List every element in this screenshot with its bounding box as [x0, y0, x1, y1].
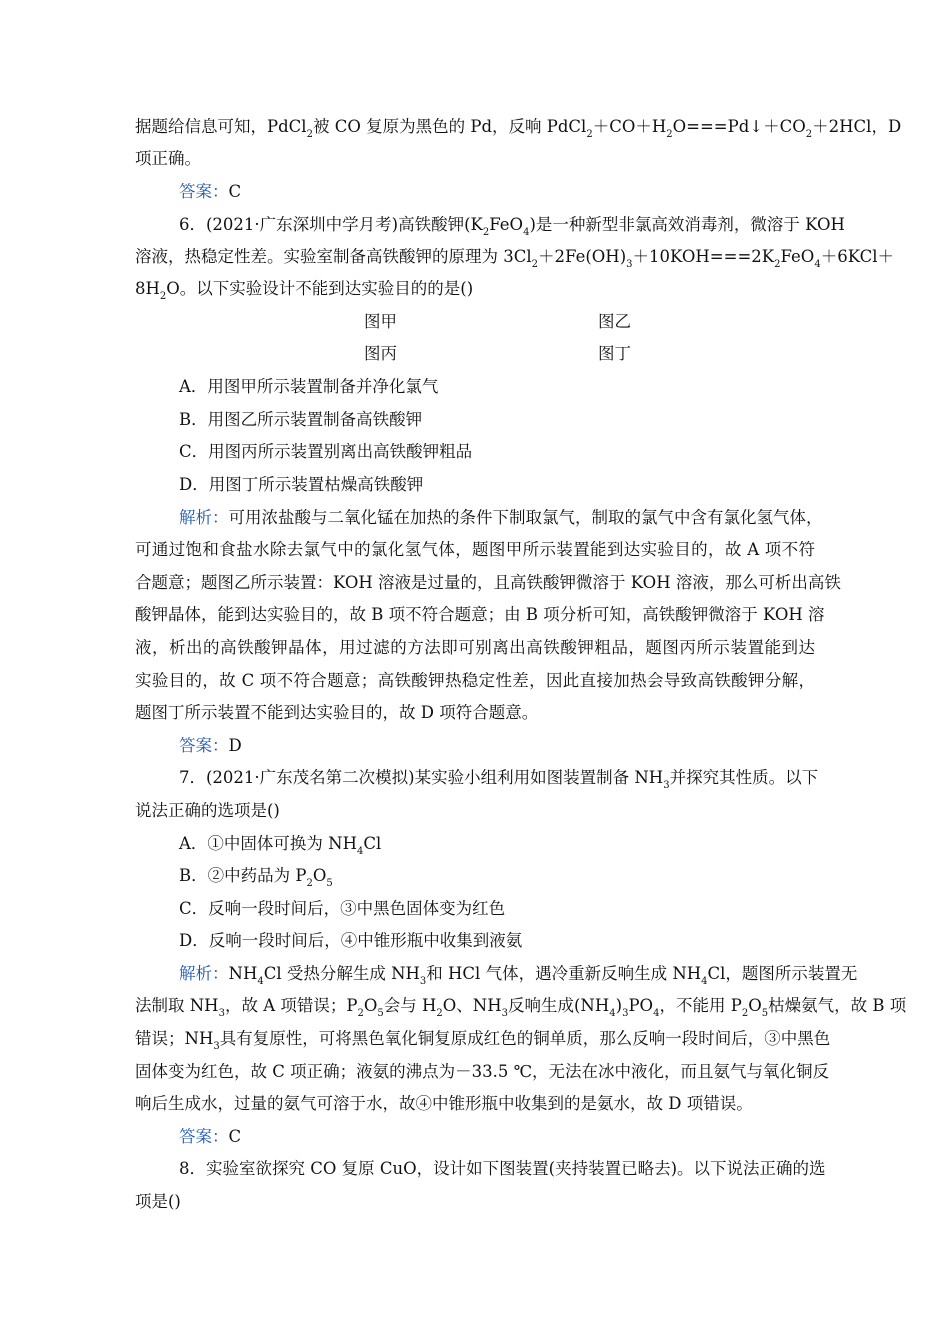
q6-stem-line-2: 溶液，热稳定性差。实验室制备高铁酸钾的原理为 $3Cl_2+2Fe(OH)_3+10KOH===2K_2FeO_4+6KCl+$ [135, 247, 895, 270]
q7-option-a: A．①中固体可换为 $NH_4Cl$ [179, 834, 382, 857]
q7-option-c: C．反响一段时间后，③中黑色固体变为红色 [179, 899, 506, 918]
q6-option-b: B．用图乙所示装置制备高铁酸钾 [179, 410, 423, 429]
q6-explanation-line-7: 题图丁所示装置不能到达实验目的，故 D 项符合题意。 [135, 703, 539, 722]
figure-label-b: 图乙 [598, 312, 631, 331]
q6-explanation-line-1: 解析：可用浓盐酸与二氧化锰在加热的条件下制取氯气，制取的氯气中含有氯化氢气体， [179, 508, 823, 527]
q6-explanation-line-6: 实验目的，故 C 项不符合题意；高铁酸钾热稳定性差，因此直接加热会导致高铁酸钾分解， [135, 671, 815, 690]
q7-explanation-line-3: 错误；$NH_3$具有复原性，可将黑色氧化铜复原成红色的铜单质，那么反响一段时间后，③中黑色 [135, 1029, 831, 1052]
q6-stem-line-1: 6．(2021·广东深圳中学月考)高铁酸钾$(K_2FeO_4)$是一种新型非氯高效消毒剂，微溶于 KOH [179, 215, 845, 238]
explanation-label: 解析： [179, 508, 229, 527]
figure-label-a: 图甲 [364, 312, 397, 331]
figure-label-c: 图丙 [364, 344, 397, 363]
q7-explanation-line-1: 解析：$NH_4Cl$ 受热分解生成 $NH_3$和 HCl 气体，遇冷重新反响生成 $NH_4Cl$，题图所示装置无 [179, 964, 858, 987]
q6-explanation-line-3: 合题意；题图乙所示装置：KOH 溶液是过量的，且高铁酸钾微溶于 KOH 溶液，那么可析出高铁 [135, 573, 841, 592]
q6-option-d: D．用图丁所示装置枯燥高铁酸钾 [179, 475, 424, 494]
q7-stem-line-2: 说法正确的选项是() [135, 801, 280, 820]
q7-option-b: B．②中药品为 $P_2O_5$ [179, 866, 333, 889]
q7-explanation-line-2: 法制取 $NH_3$，故 A 项错误；$P_2O_5$会与 $H_2O$、$NH_3$反响生成$(NH_4)_3PO_4$，不能用 $P_2O_5$枯燥氨气，故 B 项 [135, 996, 907, 1019]
q6-stem-line-3: $8H_2O$。以下实验设计不能到达实验目的的是() [135, 279, 474, 302]
q7-explanation-line-4: 固体变为红色，故 C 项正确；液氨的沸点为－33.5 ℃，无法在冰中液化，而且氨气与氧化铜反 [135, 1062, 830, 1081]
q7-explanation-line-5: 响后生成水，过量的氨气可溶于水，故④中锥形瓶中收集到的是氨水，故 D 项错误。 [135, 1094, 753, 1113]
q5-explanation-line-1: 据题给信息可知，PdCl$_2$被 CO 复原为黑色的 Pd，反响 $PdCl_2+CO+H_2O===Pd↓+CO_2+2HCl$，D [135, 117, 902, 140]
q5-answer: 答案：C [179, 182, 242, 201]
explanation-label: 解析： [179, 964, 229, 983]
q8-stem-line-2: 项是() [135, 1192, 181, 1211]
q6-answer: 答案：D [179, 736, 242, 755]
q7-stem-line-1: 7．(2021·广东茂名第二次模拟)某实验小组利用如图装置制备 $NH_3$并探究其性质。以下 [179, 768, 819, 791]
figure-label-d: 图丁 [598, 344, 631, 363]
q6-explanation-line-2: 可通过饱和食盐水除去氯气中的氯化氢气体，题图甲所示装置能到达实验目的，故 A 项不符 [135, 540, 815, 559]
q6-option-c: C．用图丙所示装置别离出高铁酸钾粗品 [179, 442, 473, 461]
q7-answer: 答案：C [179, 1127, 242, 1146]
q6-explanation-line-4: 酸钾晶体，能到达实验目的，故 B 项不符合题意；由 B 项分析可知，高铁酸钾微溶于 KOH 溶 [135, 605, 825, 624]
q7-option-d: D．反响一段时间后，④中锥形瓶中收集到液氨 [179, 931, 523, 950]
q6-option-a: A．用图甲所示装置制备并净化氯气 [179, 377, 439, 396]
q6-explanation-line-5: 液，析出的高铁酸钾晶体，用过滤的方法即可别离出高铁酸钾粗品，题图丙所示装置能到达 [135, 638, 815, 657]
q5-explanation-line-2: 项正确。 [135, 149, 201, 168]
answer-label: 答案： [179, 182, 229, 201]
answer-label: 答案： [179, 736, 229, 755]
answer-label: 答案： [179, 1127, 229, 1146]
q8-stem-line-1: 8．实验室欲探究 CO 复原 CuO，设计如下图装置(夹持装置已略去)。以下说法正确的选 [179, 1159, 826, 1178]
